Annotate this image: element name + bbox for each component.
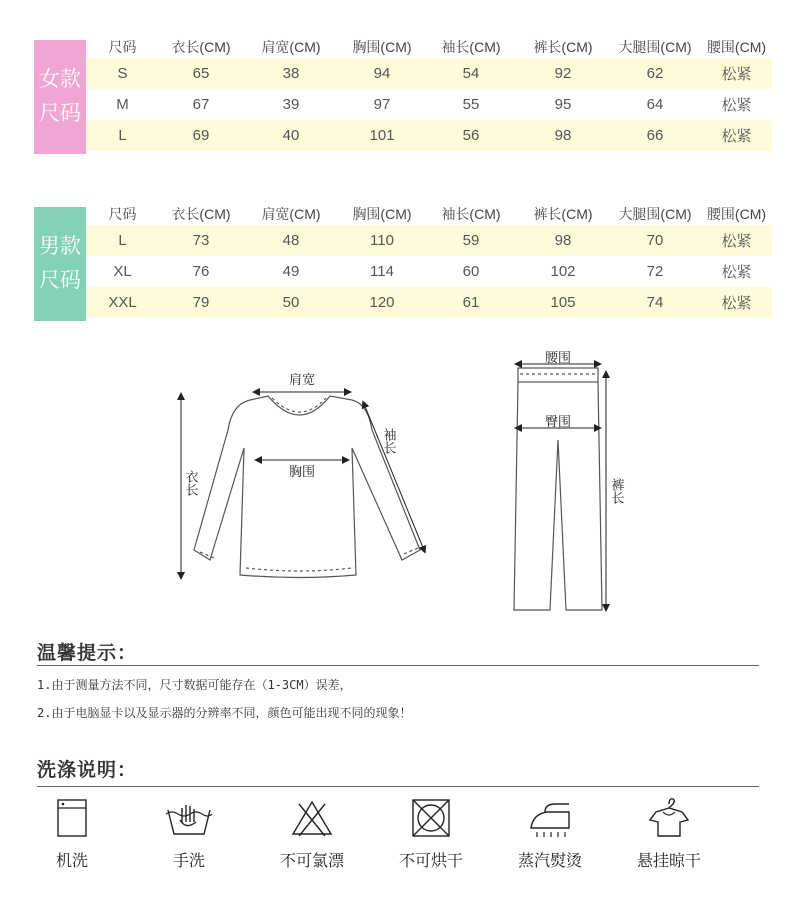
table-cell: 105	[517, 287, 609, 318]
women-label-top: 女款	[39, 68, 81, 91]
table-cell: 50	[243, 287, 339, 318]
men-size-table	[86, 203, 772, 318]
women-size-label	[34, 40, 86, 154]
table-cell: 76	[192, 263, 210, 280]
table-cell: 73	[159, 225, 243, 256]
table-row	[86, 256, 772, 287]
measurement-diagram	[0, 340, 790, 630]
table-cell: XXL	[86, 287, 159, 318]
table-cell: XL	[113, 263, 132, 280]
table-cell: L	[86, 120, 159, 151]
header-cell: 腰围(CM)	[706, 206, 767, 222]
pants-outline	[514, 368, 602, 610]
shoulder-label: 肩宽	[288, 373, 316, 388]
men-size-block	[34, 203, 772, 323]
wash-divider	[37, 786, 759, 787]
table-cell: 40	[243, 120, 339, 151]
table-cell: 98	[517, 120, 609, 151]
header-cell: 肩宽(CM)	[261, 206, 321, 222]
table-cell: 55	[462, 96, 480, 113]
sleeve-label: 袖长	[380, 428, 396, 454]
no-bleach-icon	[289, 796, 335, 840]
header-cell: 胸围(CM)	[352, 39, 412, 55]
table-cell: 松紧	[701, 120, 772, 151]
table-cell: 95	[554, 96, 572, 113]
women-size-block	[34, 36, 772, 156]
steam-iron-icon	[525, 796, 575, 840]
table-cell: 114	[370, 263, 394, 280]
women-size-table	[86, 36, 772, 151]
hand-wash-icon	[162, 796, 216, 840]
table-header-row	[86, 203, 772, 225]
tips-title: 温馨提示：	[37, 642, 138, 664]
header-cell: 裤长(CM)	[533, 39, 593, 55]
care-label: 不可烘干	[398, 851, 463, 870]
table-cell: 66	[609, 120, 701, 151]
dimension-lines	[181, 364, 606, 608]
table-cell: 120	[339, 287, 425, 318]
care-label: 蒸汽熨烫	[517, 851, 582, 870]
table-cell: 59	[425, 225, 517, 256]
tip-line-2: 2.由于电脑显卡以及显示器的分辨率不同，颜色可能出现不同的现象！	[37, 706, 412, 720]
men-label-bottom: 尺码	[39, 269, 81, 292]
women-label-bottom: 尺码	[39, 102, 81, 125]
tip-line-1: 1.由于测量方法不同，尺寸数据可能存在（1-3CM）误差，	[37, 678, 352, 692]
table-cell: 110	[339, 225, 425, 256]
tips-divider	[37, 665, 759, 666]
table-row	[86, 89, 772, 120]
shirt-outline	[194, 396, 420, 578]
care-item-no-bleach	[262, 796, 362, 871]
care-label: 机洗	[55, 851, 88, 870]
table-cell: 65	[159, 58, 243, 89]
header-cell: 腰围(CM)	[706, 39, 767, 55]
header-cell: 尺码	[108, 206, 137, 222]
table-cell: 72	[646, 263, 664, 280]
no-tumble-dry-icon	[409, 796, 453, 840]
length-label: 衣长	[182, 470, 198, 496]
header-cell: 肩宽(CM)	[261, 39, 321, 55]
table-cell: 62	[609, 58, 701, 89]
table-cell: 97	[373, 96, 391, 113]
care-label: 悬挂晾干	[636, 851, 701, 870]
header-cell: 大腿围(CM)	[618, 39, 692, 55]
table-cell: 64	[646, 96, 664, 113]
table-cell: 101	[339, 120, 425, 151]
header-cell: 裤长(CM)	[533, 206, 593, 222]
table-cell: 松紧	[701, 225, 772, 256]
table-cell: 92	[517, 58, 609, 89]
header-cell: 袖长(CM)	[441, 206, 501, 222]
care-item-steam-iron	[500, 796, 600, 871]
table-cell: M	[116, 96, 129, 113]
table-row	[86, 287, 772, 318]
table-cell: 56	[425, 120, 517, 151]
table-cell: 67	[192, 96, 210, 113]
table-cell: 松紧	[701, 287, 772, 318]
wash-title: 洗涤说明：	[37, 759, 138, 781]
men-size-label	[34, 207, 86, 321]
table-cell: 98	[517, 225, 609, 256]
table-row	[86, 58, 772, 89]
machine-wash-icon	[52, 796, 92, 840]
table-cell: 48	[243, 225, 339, 256]
header-cell: 胸围(CM)	[352, 206, 412, 222]
table-cell: 松紧	[721, 264, 752, 281]
table-cell: L	[86, 225, 159, 256]
waist-label: 腰围	[544, 351, 572, 366]
table-cell: 74	[609, 287, 701, 318]
care-item-no-tumble-dry	[381, 796, 481, 871]
header-cell: 尺码	[108, 39, 137, 55]
table-cell: 松紧	[701, 58, 772, 89]
chest-label: 胸围	[288, 465, 316, 480]
header-cell: 大腿围(CM)	[618, 206, 692, 222]
table-cell: S	[86, 58, 159, 89]
care-label: 手洗	[172, 851, 205, 870]
pants-length-label: 裤长	[608, 478, 624, 504]
men-label-top: 男款	[39, 235, 81, 258]
table-header-row	[86, 36, 772, 58]
hip-label: 臀围	[544, 415, 572, 430]
care-item-machine-wash	[22, 796, 122, 871]
table-cell: 54	[425, 58, 517, 89]
header-cell: 衣长(CM)	[171, 39, 231, 55]
header-cell: 袖长(CM)	[441, 39, 501, 55]
table-cell: 79	[159, 287, 243, 318]
table-row	[86, 225, 772, 256]
table-row	[86, 120, 772, 151]
care-item-hang-dry	[619, 796, 719, 871]
table-cell: 39	[282, 96, 300, 113]
table-cell: 94	[339, 58, 425, 89]
hang-dry-icon	[644, 796, 694, 840]
table-cell: 60	[462, 263, 480, 280]
table-cell: 69	[159, 120, 243, 151]
care-label: 不可氯漂	[279, 851, 344, 870]
table-cell: 松紧	[721, 97, 752, 114]
table-cell: 70	[609, 225, 701, 256]
table-cell: 102	[550, 263, 576, 280]
care-item-hand-wash	[139, 796, 239, 871]
table-cell: 61	[425, 287, 517, 318]
table-cell: 49	[282, 263, 300, 280]
table-cell: 38	[243, 58, 339, 89]
header-cell: 衣长(CM)	[171, 206, 231, 222]
